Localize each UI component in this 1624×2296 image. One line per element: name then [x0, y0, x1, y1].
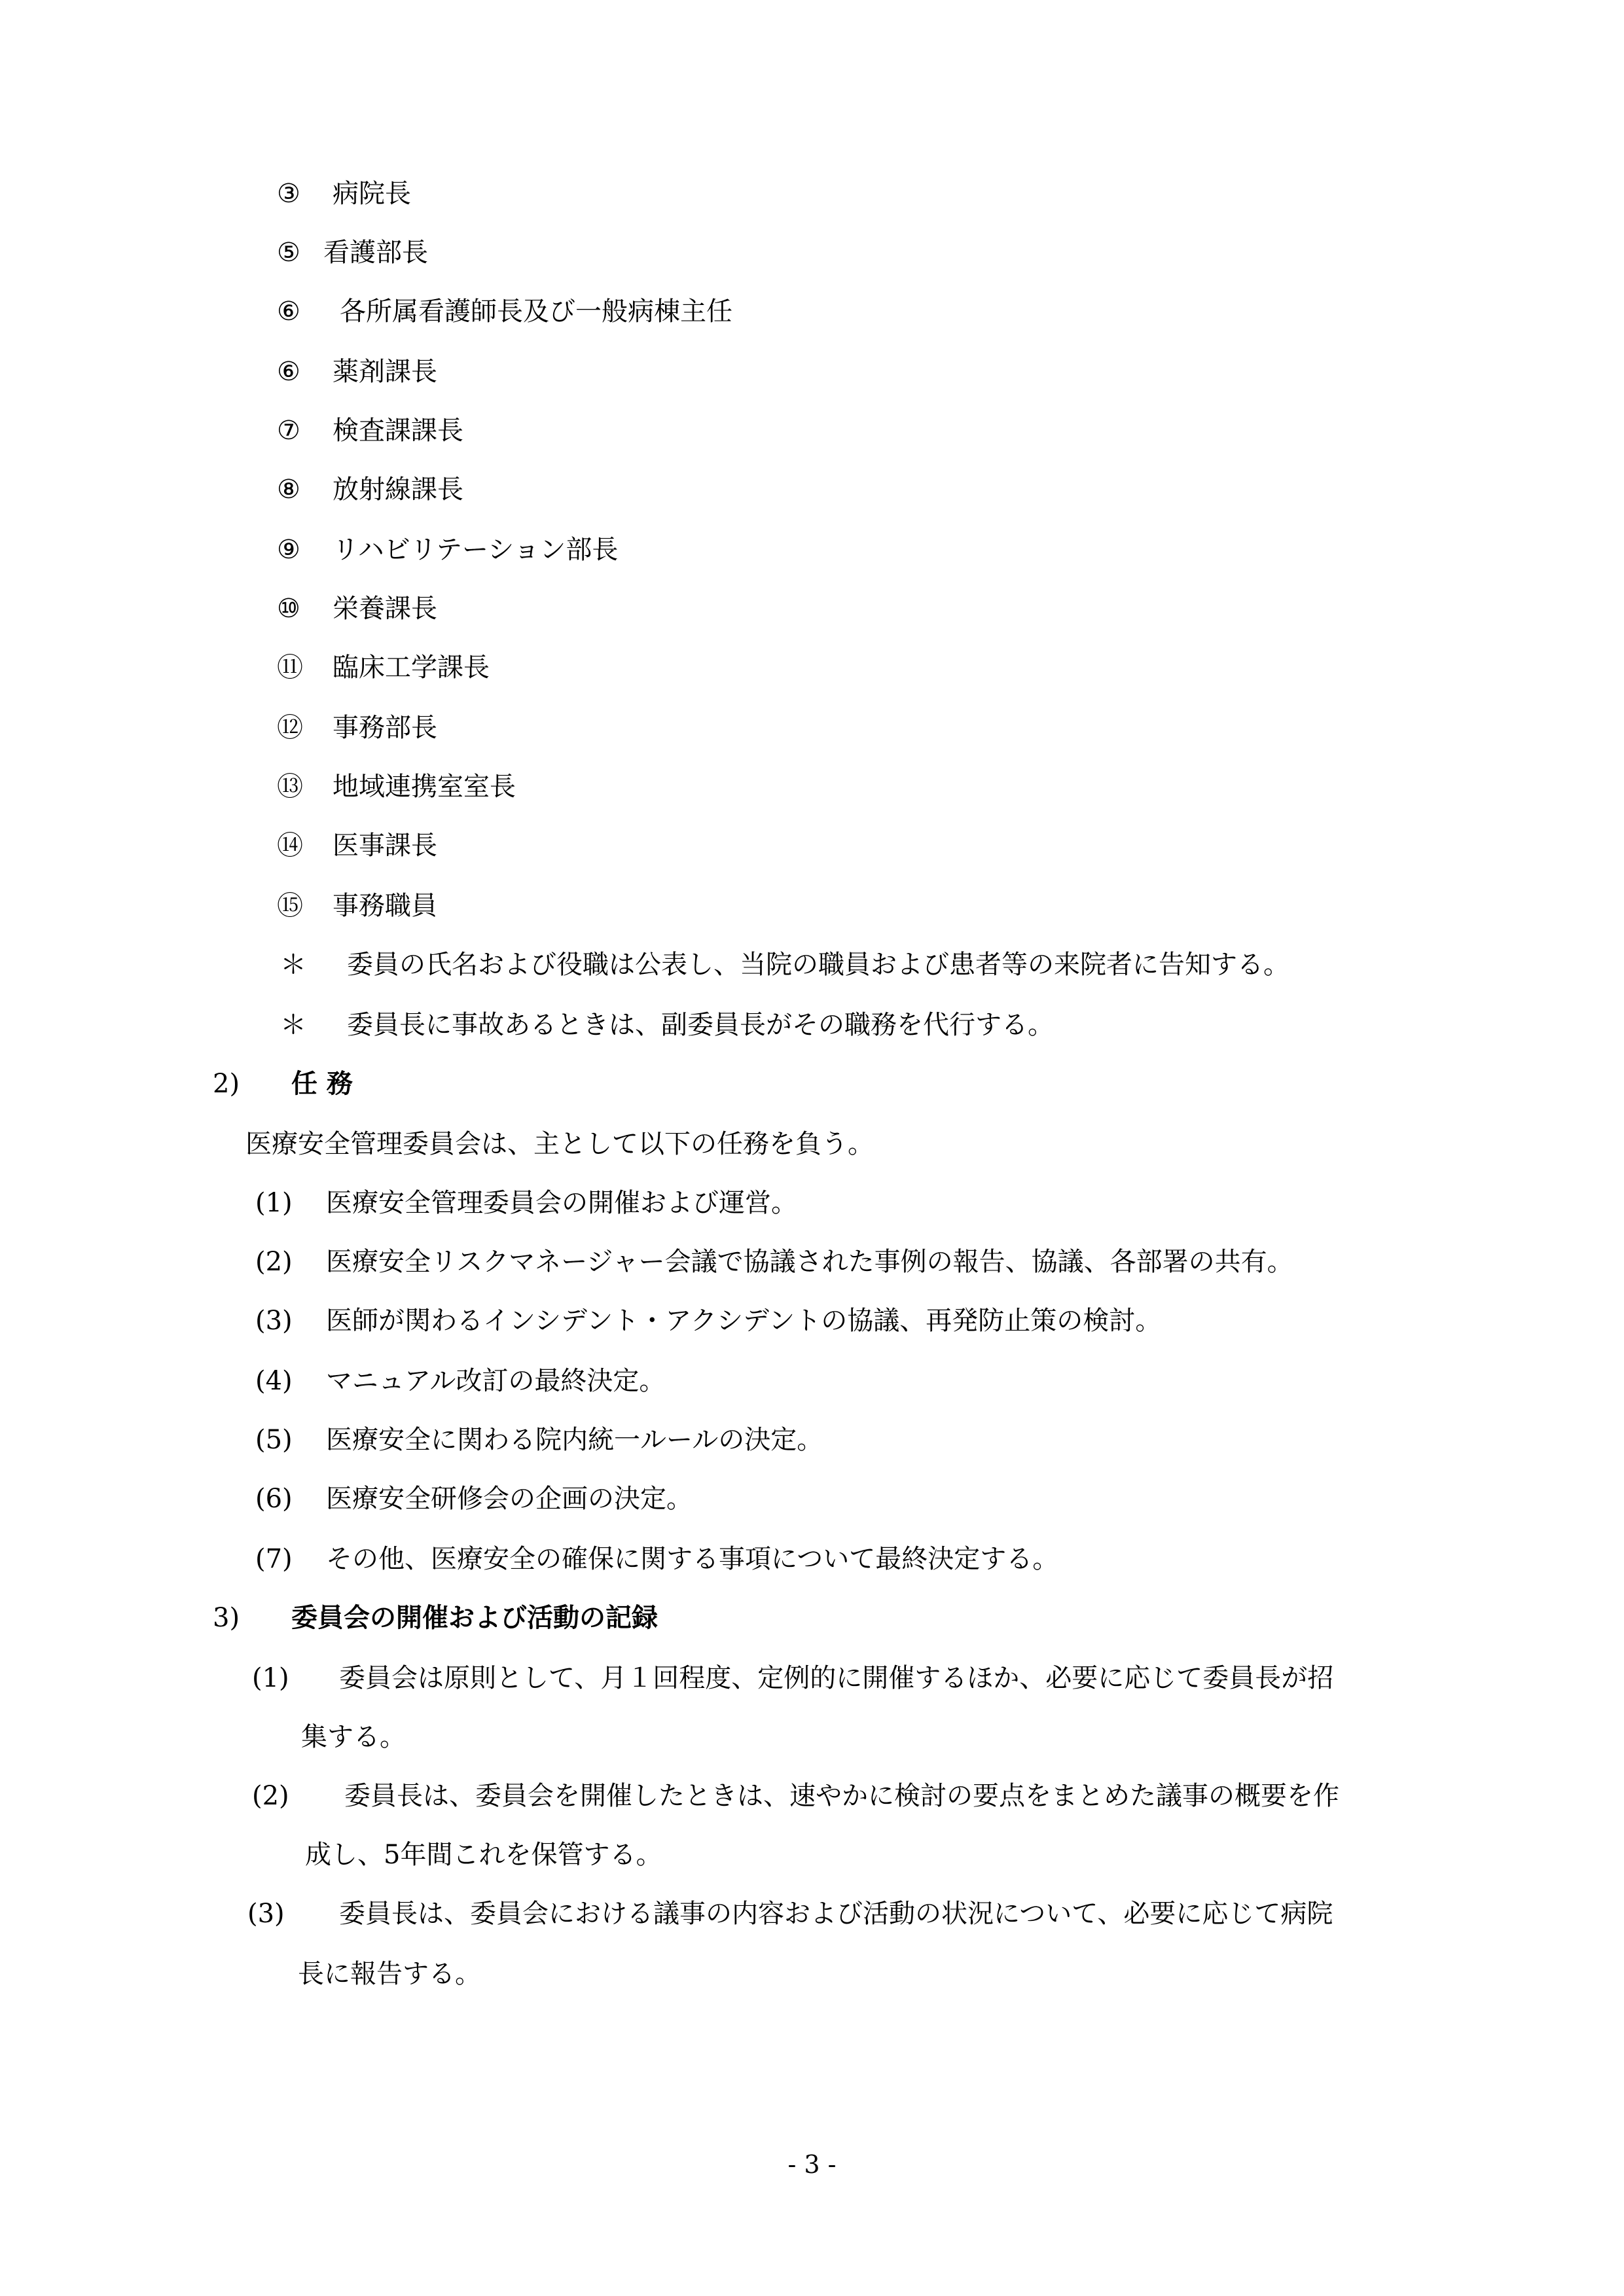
item-text: リハビリテーション部長: [333, 535, 619, 565]
item-marker: ⑪: [277, 653, 303, 683]
item-marker: ⑥: [277, 296, 300, 327]
item-text: 各所属看護師長及び一般病棟主任: [340, 296, 732, 327]
item-marker: (2): [255, 1247, 293, 1277]
item-marker: ⑦: [277, 416, 300, 446]
item-text-line1: 委員長は、委員会における議事の内容および活動の状況について、必要に応じて病院: [339, 1899, 1333, 1929]
item-marker: ⑮: [277, 891, 303, 921]
item-text: 検査課課長: [333, 416, 463, 446]
item-text-line1: 委員長は、委員会を開催したときは、速やかに検討の要点をまとめた議事の概要を作: [344, 1781, 1339, 1811]
item-marker: (6): [255, 1484, 293, 1514]
item-text: 医療安全研修会の企画の決定。: [326, 1484, 693, 1514]
item-text: 事務部長: [333, 713, 437, 743]
item-text-line2: 集する。: [301, 1722, 406, 1752]
item-text: 栄養課長: [333, 594, 437, 624]
item-marker: (4): [255, 1366, 293, 1396]
item-marker: (1): [255, 1188, 293, 1218]
item-text: 病院長: [333, 179, 411, 209]
item-text: 地域連携室室長: [333, 772, 516, 802]
item-marker: ⑥: [277, 357, 300, 387]
item-marker: (1): [252, 1663, 289, 1693]
section-heading: 委員会の開催および活動の記録: [291, 1602, 658, 1633]
item-text: 医事課長: [333, 831, 437, 861]
note-marker: ＊: [280, 950, 306, 980]
item-text-line2: 成し、5年間これを保管する。: [305, 1840, 662, 1870]
section-number: 2): [213, 1069, 240, 1099]
item-marker: (7): [255, 1544, 293, 1574]
item-text: 看護部長: [323, 238, 428, 268]
item-text: 放射線課長: [333, 475, 463, 505]
item-text: 医療安全に関わる院内統一ルールの決定。: [326, 1425, 823, 1455]
item-marker: ⑩: [277, 594, 300, 624]
section-intro: 医療安全管理委員会は、主として以下の任務を負う。: [245, 1129, 874, 1159]
note-text: 委員の氏名および役職は公表し、当院の職員および患者等の来院者に告知する。: [347, 950, 1290, 980]
item-marker: (2): [252, 1781, 289, 1811]
item-marker: (3): [247, 1899, 285, 1929]
page-number: - 3 -: [787, 2150, 837, 2179]
note-marker: ＊: [280, 1010, 306, 1040]
item-marker: (3): [255, 1306, 293, 1336]
item-text: 薬剤課長: [333, 357, 437, 387]
item-text: 事務職員: [333, 891, 437, 921]
section-number: 3): [213, 1603, 240, 1633]
item-text: 医療安全リスクマネージャー会議で協議された事例の報告、協議、各部署の共有。: [326, 1247, 1293, 1277]
item-marker: ③: [277, 179, 300, 209]
item-marker: ⑧: [277, 475, 300, 505]
item-text: その他、医療安全の確保に関する事項について最終決定する。: [326, 1544, 1059, 1574]
item-text: 臨床工学課長: [333, 653, 490, 683]
item-text-line1: 委員会は原則として、月１回程度、定例的に開催するほか、必要に応じて委員長が招: [339, 1663, 1334, 1693]
item-marker: ⑭: [277, 831, 303, 861]
note-text: 委員長に事故あるときは、副委員長がその職務を代行する。: [347, 1010, 1054, 1040]
item-marker: ⑨: [277, 535, 300, 565]
item-marker: ⑤: [277, 238, 300, 268]
item-marker: (5): [255, 1425, 293, 1455]
item-marker: ⑬: [277, 772, 303, 802]
item-text: マニュアル改訂の最終決定。: [326, 1366, 666, 1396]
item-text: 医師が関わるインシデント・アクシデントの協議、再発防止策の検討。: [326, 1306, 1162, 1336]
item-text: 医療安全管理委員会の開催および運営。: [326, 1188, 797, 1218]
item-text-line2: 長に報告する。: [298, 1959, 481, 1989]
item-marker: ⑫: [277, 713, 303, 743]
section-heading: 任 務: [291, 1068, 353, 1099]
